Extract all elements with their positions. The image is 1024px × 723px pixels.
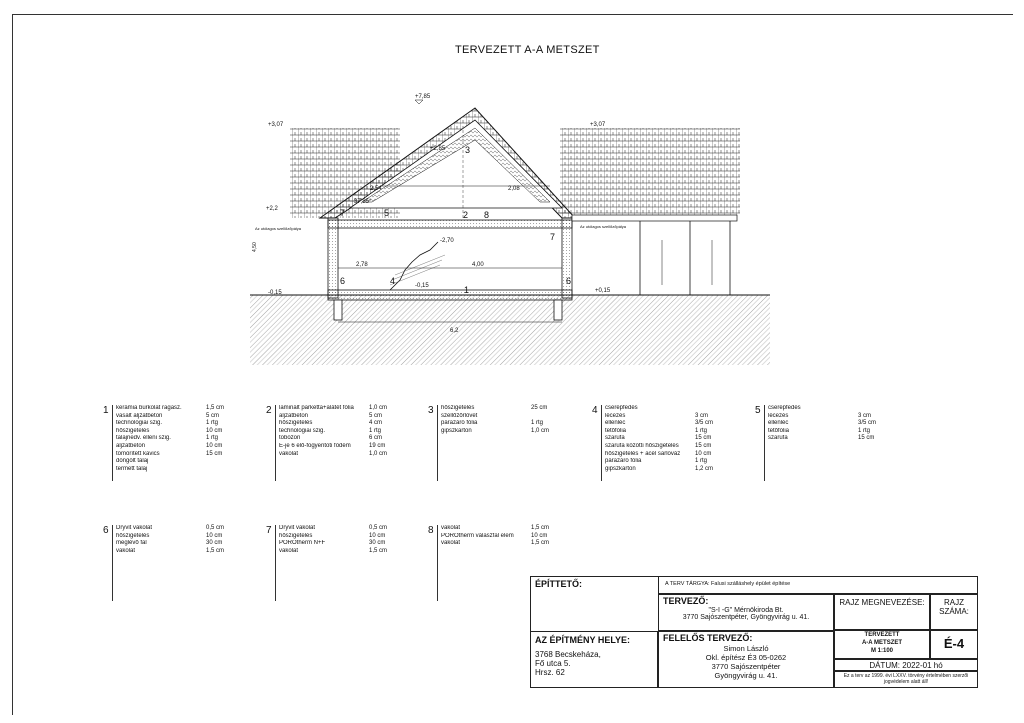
label-layer-6a: 6 bbox=[340, 276, 346, 286]
legend-row bbox=[279, 428, 409, 436]
legend-layer-thickness: 3 cm bbox=[858, 412, 872, 419]
legend-layer-thickness: 0,5 cm bbox=[369, 525, 388, 531]
legend-1 bbox=[103, 405, 263, 485]
legend-layer-thickness bbox=[695, 405, 735, 413]
legend-layer-thickness: 10 cm bbox=[695, 450, 712, 457]
legend-6-rows bbox=[116, 525, 246, 555]
site-line-2: Fő utca 5. bbox=[535, 659, 571, 668]
legend-layer-thickness: 0,5 cm bbox=[206, 525, 225, 531]
legend-layer-thickness bbox=[858, 405, 898, 413]
legend-row bbox=[768, 428, 898, 436]
responsible-license: Okl. építész É3 05-0262 bbox=[705, 653, 787, 662]
legend-row bbox=[605, 443, 735, 451]
legend-layer-thickness: 15 cm bbox=[858, 435, 875, 442]
legend-2-rows bbox=[279, 405, 409, 458]
legend-6-rule bbox=[112, 525, 113, 601]
label-layer-7b: 7 bbox=[550, 232, 556, 242]
legend-layer-name: hőszigetelés bbox=[441, 405, 475, 411]
legend-row bbox=[441, 428, 571, 436]
legend-row bbox=[116, 525, 246, 533]
legend-2 bbox=[266, 405, 426, 485]
legend-layer-thickness: 10 cm bbox=[531, 532, 548, 539]
elev-ridge: +7,85 bbox=[415, 94, 431, 100]
legend-layer-thickness bbox=[206, 466, 246, 474]
legend-layer-thickness: 1 rtg bbox=[858, 427, 871, 434]
legend-row bbox=[279, 540, 409, 548]
legend-8-number: 8 bbox=[428, 525, 434, 536]
title-block bbox=[530, 576, 978, 688]
legend-layer-name: meglévő fal bbox=[116, 540, 147, 547]
legend-5-rule bbox=[764, 405, 765, 481]
legend-layer-thickness bbox=[206, 458, 246, 466]
legend-3-rule bbox=[437, 405, 438, 481]
client-label: ÉPÍTTETŐ: bbox=[535, 579, 582, 589]
legend-layer-thickness: 6 cm bbox=[369, 435, 383, 442]
legend-layer-name: talajnedv. elleni szig. bbox=[116, 435, 171, 442]
legend-layer-thickness: 1 rtg bbox=[695, 458, 708, 465]
legend-8-rows bbox=[441, 525, 571, 548]
legend-7-rows bbox=[279, 525, 409, 555]
legend-layer-name: szarufa bbox=[605, 435, 625, 442]
legend-layer-name: lécezés bbox=[768, 412, 789, 419]
legend-7-number: 7 bbox=[266, 525, 272, 536]
legend-row bbox=[116, 405, 246, 413]
legend-layer-name: vakolat bbox=[279, 547, 299, 554]
legend-layer-thickness: 1,5 cm bbox=[369, 547, 388, 554]
legend-layer-name: hőszigetelés bbox=[279, 532, 313, 539]
legend-layer-thickness: 30 cm bbox=[369, 540, 386, 547]
label-pitch: 37,85° bbox=[354, 199, 372, 205]
designer-cell bbox=[658, 594, 834, 631]
label-layer-3: 3 bbox=[465, 145, 471, 155]
drawing-number: É-4 bbox=[930, 630, 978, 659]
legend-layer-name: technológiai szig. bbox=[116, 420, 163, 427]
legend-layer-thickness: 1,0 cm bbox=[369, 450, 388, 457]
legend-layer-name: hőszigetelés bbox=[116, 532, 150, 539]
legend-layer-thickness: 5 cm bbox=[369, 412, 383, 419]
label-height-1: 2,54 bbox=[370, 186, 382, 192]
legend-layer-name: kerámia burkolat ragasz. bbox=[116, 405, 182, 411]
legend-4-rule bbox=[601, 405, 602, 481]
legend-layer-name: gipszkarton bbox=[441, 427, 472, 434]
legend-layer-name: Dryvit vakolat bbox=[279, 525, 316, 531]
exterior-wall-left bbox=[328, 218, 338, 298]
legend-layer-name: gipszkarton bbox=[605, 465, 636, 472]
legend-layer-thickness: 30 cm bbox=[206, 540, 223, 547]
elev-ground-floor: -0,15 bbox=[268, 290, 282, 296]
elev-small: -2,70 bbox=[440, 238, 454, 244]
legend-row bbox=[441, 540, 571, 548]
legend-layer-thickness: 10 cm bbox=[206, 442, 223, 449]
legend-layer-name: szarufa bbox=[768, 435, 788, 442]
legend-layer-name: hőszigetelés + acél sarlóváz bbox=[605, 450, 681, 457]
legend-6 bbox=[103, 525, 263, 605]
drawing-title: TERVEZETT A-A METSZET bbox=[455, 44, 600, 56]
designer-address: 3770 Sajószentpéter, Gyöngyvirág u. 41. bbox=[682, 614, 810, 621]
responsible-address-1: 3770 Sajószentpéter bbox=[711, 662, 781, 671]
legend-layer-thickness: 3/5 cm bbox=[695, 420, 714, 427]
elev-eave-left: +3,07 bbox=[268, 122, 284, 128]
legend-row bbox=[768, 420, 898, 428]
drawing-name-label: RAJZ MEGNEVEZÉSE: bbox=[834, 594, 930, 630]
label-height-4: 4,00 bbox=[472, 262, 484, 268]
legend-layer-name: technológiai szig. bbox=[279, 427, 326, 434]
legend-layer-thickness: 1 rtg bbox=[531, 420, 544, 427]
soil-hatch bbox=[250, 295, 770, 365]
elev-right: +0,15 bbox=[595, 288, 611, 294]
roof-tiles-right bbox=[560, 128, 740, 216]
legend-row bbox=[279, 443, 409, 451]
legend-1-number: 1 bbox=[103, 405, 109, 416]
legend-row bbox=[605, 420, 735, 428]
drawing-number-label: RAJZ SZÁMA: bbox=[930, 594, 978, 630]
label-layer-7a: 7 bbox=[340, 208, 346, 218]
legend-row bbox=[116, 466, 246, 474]
label-layer-8: 8 bbox=[484, 210, 490, 220]
legend-4-number: 4 bbox=[592, 405, 598, 416]
legend-layer-thickness: 10 cm bbox=[206, 532, 223, 539]
legend-3-rows bbox=[441, 405, 571, 435]
legend-6-number: 6 bbox=[103, 525, 109, 536]
ground-floor-slab bbox=[328, 290, 572, 300]
legend-layer-name: vakolat bbox=[279, 450, 299, 457]
legend-layer-thickness: 1,5 cm bbox=[206, 405, 225, 411]
note-left: Az utólagos szellőzőpálya bbox=[255, 226, 302, 231]
legend-row bbox=[441, 405, 571, 413]
legend-5-rows bbox=[768, 405, 898, 443]
legend-8-rule bbox=[437, 525, 438, 601]
section-drawing bbox=[250, 90, 770, 370]
responsible-address-2: Gyöngyvirág u. 41. bbox=[714, 671, 778, 680]
legend-row bbox=[605, 413, 735, 421]
legend-7 bbox=[266, 525, 426, 605]
legend-row bbox=[441, 533, 571, 541]
legend-layer-name: tömörített kavics bbox=[116, 450, 160, 457]
legend-layer-name: szarufa közötti hőszigetelés bbox=[605, 442, 679, 449]
legend-layer-thickness: 1,5 cm bbox=[206, 547, 225, 554]
legend-layer-name: ellenléc bbox=[768, 420, 789, 427]
foundation-left bbox=[334, 300, 342, 320]
legend-layer-thickness: 3 cm bbox=[695, 412, 709, 419]
legend-row bbox=[116, 420, 246, 428]
legend-layer-name: vakolat bbox=[116, 547, 136, 554]
label-height-2: 2,08 bbox=[508, 186, 520, 192]
legend-row bbox=[116, 428, 246, 436]
legend-layer-name: ellenléc bbox=[605, 420, 626, 427]
legend-layer-name: E-je 6 elő-fogyentoti födém bbox=[279, 442, 351, 449]
site-cell bbox=[530, 631, 658, 688]
legend-layer-name: párazáró fólia bbox=[605, 458, 642, 465]
site-label: AZ ÉPÍTMÉNY HELYE: bbox=[535, 635, 631, 645]
legend-row bbox=[279, 533, 409, 541]
copyright-note: Ez a terv az 1999. évi LXXV. törvény értelmében szerzői jogvédelem alatt áll! bbox=[834, 671, 978, 688]
legend-row bbox=[116, 443, 246, 451]
legend-layer-name: aljzatbeton bbox=[279, 412, 309, 419]
porch-gutter bbox=[572, 215, 737, 221]
subject-cell: A TERV TÁRGYA: Falusi szálláshely épület építése bbox=[658, 576, 978, 594]
exterior-wall-right bbox=[562, 218, 572, 298]
legend-row bbox=[441, 413, 571, 421]
legend-layer-thickness: 1,2 cm bbox=[695, 465, 714, 472]
legend-layer-thickness: 10 cm bbox=[206, 427, 223, 434]
legend-row bbox=[605, 435, 735, 443]
legend-row bbox=[605, 405, 735, 413]
designer-name: "S-I -G" Mérnökiroda Bt. bbox=[708, 607, 784, 614]
drawing-name-cell bbox=[834, 630, 930, 659]
elev-eave-right: +3,07 bbox=[590, 122, 606, 128]
legend-layer-thickness: 3/5 cm bbox=[858, 420, 877, 427]
drawing-name-2: A-A METSZET bbox=[861, 640, 903, 646]
legend-layer-name: vasalt aljzatbeton bbox=[116, 412, 163, 419]
attic-floor-slab bbox=[328, 220, 572, 228]
label-layer-5: 5 bbox=[384, 208, 390, 218]
label-layer-1: 1 bbox=[464, 285, 470, 295]
legend-layer-name: termett talaj bbox=[116, 465, 148, 472]
legend-layer-name: POROtherm N+F bbox=[279, 540, 326, 547]
label-layer-2: 2 bbox=[463, 210, 469, 220]
legend-layer-thickness: 25 cm bbox=[531, 405, 548, 411]
label-height-3: 2,78 bbox=[356, 262, 368, 268]
elev-attic: +2,85 bbox=[430, 146, 446, 152]
legend-layer-name: vakolat bbox=[441, 540, 461, 547]
foundation-right bbox=[554, 300, 562, 320]
legend-3-number: 3 bbox=[428, 405, 434, 416]
legend-row bbox=[441, 525, 571, 533]
legend-row bbox=[116, 413, 246, 421]
legend-layer-name: tetőfólia bbox=[768, 427, 790, 434]
legend-layer-thickness: 1,5 cm bbox=[531, 525, 550, 531]
legend-4-rows bbox=[605, 405, 735, 473]
legend-layer-thickness bbox=[531, 413, 571, 421]
legend-layer-thickness: 4 cm bbox=[369, 420, 383, 427]
dim-bottom: 6,2 bbox=[450, 328, 459, 334]
legend-layer-thickness: 15 cm bbox=[695, 442, 712, 449]
elev-ridge-marker bbox=[415, 100, 423, 104]
legend-row bbox=[768, 405, 898, 413]
responsible-label: FELELŐS TERVEZŐ: bbox=[663, 633, 753, 643]
label-layer-6b: 6 bbox=[566, 276, 572, 286]
site-line-1: 3768 Becskeháza, bbox=[535, 650, 601, 659]
label-layer-4: 4 bbox=[390, 276, 396, 286]
legend-row bbox=[605, 451, 735, 459]
legend-5-number: 5 bbox=[755, 405, 761, 416]
legend-layer-name: hőszigetelés bbox=[116, 427, 150, 434]
legend-layer-name: Dryvit vakolat bbox=[116, 525, 153, 531]
legend-layer-name: POROtherm válaszfal elem bbox=[441, 532, 514, 539]
responsible-name: Simon László bbox=[723, 644, 769, 653]
legend-7-rule bbox=[275, 525, 276, 601]
legend-layer-name: aljzatbeton bbox=[116, 442, 146, 449]
site-line-3: Hrsz. 62 bbox=[535, 668, 565, 677]
legend-layer-name: cserépfedés bbox=[768, 405, 801, 411]
legend-row bbox=[279, 405, 409, 413]
legend-row bbox=[605, 458, 735, 466]
legend-layer-thickness: 1 rtg bbox=[206, 435, 219, 442]
responsible-cell bbox=[658, 631, 834, 688]
legend-row bbox=[116, 435, 246, 443]
client-cell bbox=[530, 576, 658, 631]
legend-1-rows bbox=[116, 405, 246, 473]
legend-layer-thickness: 10 cm bbox=[369, 532, 386, 539]
legend-row bbox=[605, 466, 735, 474]
legend-row bbox=[279, 451, 409, 459]
legend-row bbox=[768, 435, 898, 443]
legend-layer-thickness: 1,5 cm bbox=[531, 540, 550, 547]
legend-layer-thickness: 15 cm bbox=[206, 450, 223, 457]
legend-row bbox=[279, 435, 409, 443]
legend-layer-thickness: 5 cm bbox=[206, 412, 220, 419]
legend-row bbox=[279, 420, 409, 428]
legend-layer-name: párazáró fólia bbox=[441, 420, 478, 427]
legend-layer-thickness: 1,0 cm bbox=[369, 405, 388, 411]
legend-layer-name: döngölt talaj bbox=[116, 458, 149, 465]
legend-4 bbox=[592, 405, 752, 485]
legend-layer-thickness: 19 cm bbox=[369, 442, 386, 449]
legend-2-number: 2 bbox=[266, 405, 272, 416]
legend-row bbox=[116, 540, 246, 548]
legend-layer-name: tobozon bbox=[279, 435, 301, 442]
legend-5 bbox=[755, 405, 915, 485]
date: DÁTUM: 2022-01 hó bbox=[834, 659, 978, 671]
legend-row bbox=[605, 428, 735, 436]
legend-row bbox=[116, 533, 246, 541]
legend-1-rule bbox=[112, 405, 113, 481]
legend-row bbox=[279, 413, 409, 421]
legend-layer-thickness: 1 rtg bbox=[369, 427, 382, 434]
elev-foundation: -0,15 bbox=[415, 283, 429, 289]
elev-left-mark: +2,2 bbox=[266, 206, 278, 212]
note-right: Az utólagos szellőzőpálya bbox=[580, 224, 627, 229]
drawing-scale: M 1:100 bbox=[870, 648, 893, 654]
legend-3 bbox=[428, 405, 588, 485]
legend-layer-name: vakolat bbox=[441, 525, 461, 531]
legend-layer-name: szellőzőrlövet bbox=[441, 412, 478, 419]
legend-row bbox=[768, 413, 898, 421]
legend-layer-thickness: 1 rtg bbox=[206, 420, 219, 427]
legend-layer-name: laminált parketta+alátét fólia bbox=[279, 405, 354, 411]
legend-row bbox=[116, 451, 246, 459]
legend-layer-thickness: 15 cm bbox=[695, 435, 712, 442]
designer-label: TERVEZŐ: bbox=[663, 596, 709, 606]
legend-layer-name: cserépfedés bbox=[605, 405, 638, 411]
legend-row bbox=[116, 458, 246, 466]
legend-row bbox=[116, 548, 246, 556]
legend-row bbox=[279, 525, 409, 533]
legend-layer-name: tetőfólia bbox=[605, 427, 627, 434]
drawing-name-1: TERVEZETT bbox=[864, 632, 900, 638]
legend-layer-thickness: 1,0 cm bbox=[531, 427, 550, 434]
legend-layer-name: lécezés bbox=[605, 412, 626, 419]
legend-2-rule bbox=[275, 405, 276, 481]
legend-row bbox=[279, 548, 409, 556]
legend-row bbox=[441, 420, 571, 428]
dim-left: 4,50 bbox=[252, 242, 258, 252]
legend-layer-name: hőszigetelés bbox=[279, 420, 313, 427]
legend-layer-thickness: 1 rtg bbox=[695, 427, 708, 434]
